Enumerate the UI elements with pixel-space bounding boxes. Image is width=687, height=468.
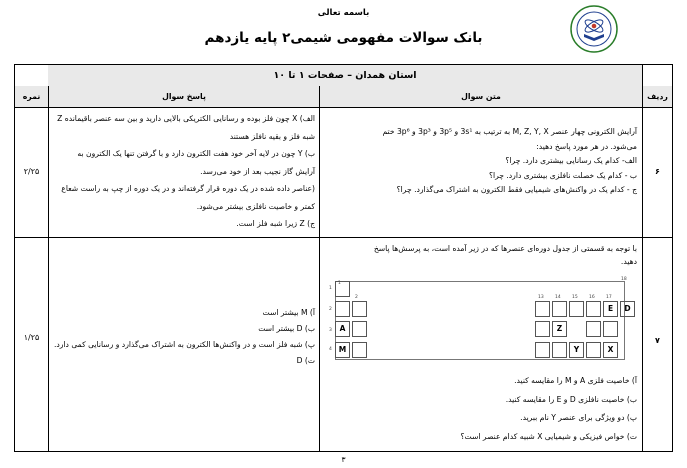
- period-label: 1: [329, 286, 332, 291]
- question-line: با توجه به قسمتی از جدول دوره‌ای عنصرها که در زیر آمده است، به پرسش‌ها پاسخ: [373, 244, 637, 253]
- column-header-question: متن سوال: [320, 86, 642, 107]
- question-item: آ) خاصیت فلزی A و M را مقایسه کنید.: [514, 376, 637, 385]
- question-line: ب - کدام یک خصلت نافلزی بیشتری دارد. چرا؟: [488, 170, 637, 180]
- question-line: ج - کدام یک در واکنش‌های شیمیایی فقط الکترون به اشتراک می‌گذارد. چرا؟: [396, 185, 637, 194]
- column-header-answer: پاسخ سوال: [49, 86, 319, 107]
- answer-line: پ) شبه فلز است و در واکنش‌ها الکترون به اشتراک می‌گذارد و رسانایی کمی دارد.: [53, 340, 315, 349]
- group-label: 2: [355, 295, 358, 300]
- row-score: ۲/۲۵: [23, 167, 40, 176]
- question-line: الف- کدام یک رسانایی بیشتری دارد. چرا؟: [505, 156, 637, 165]
- question-intro: [325, 242, 637, 268]
- answer-line: آرایش گاز نجیب بعد از خود می‌رسد.: [200, 166, 315, 176]
- question-text: [325, 125, 637, 198]
- answer-line: ب) Y چون در لایه آخر خود هفت الکترون دارد و با گرفتن تنها یک الکترون به: [77, 149, 315, 158]
- answer-line: ب) D بیشتر است: [258, 324, 315, 333]
- basmala-heading: باسمه تعالی: [317, 8, 370, 18]
- question-line: آرایش الکترونی چهار عنصر M, Z, Y, X به ترتیب به 3s¹ و 3p⁵ و 3p³ و 3p⁶ ختم: [382, 127, 637, 136]
- document-title: بانک سوالات مفهومی شیمی۲ پایه یازدهم: [204, 30, 483, 46]
- answer-line: ت) D: [296, 356, 315, 365]
- group-label: 1: [338, 281, 341, 286]
- questions-table: [14, 64, 673, 452]
- answer-line: شبه فلز و بقیه نافلز هستند: [229, 131, 315, 141]
- element-e: E: [603, 301, 618, 317]
- group-label: 15: [572, 295, 578, 300]
- question-items: [325, 372, 637, 446]
- element-d: D: [620, 301, 635, 317]
- column-header-score: نمره: [15, 86, 48, 107]
- question-item: پ) دو ویژگی برای عنصر Y نام ببرید.: [520, 413, 637, 422]
- answer-line: الف) X چون فلز بوده و رسانایی الکتریکی بالایی دارید و بین سه عنصر باقیمانده Z: [57, 114, 315, 123]
- answer-line: ج) Z زیرا شبه فلز است.: [236, 219, 315, 228]
- column-header-row: ردیف: [643, 86, 672, 107]
- organization-logo: [568, 4, 620, 54]
- period-label: 2: [329, 307, 332, 312]
- periodic-table-fragment: [323, 277, 636, 364]
- answer-line: آ) M بیشتر است: [262, 308, 315, 317]
- period-label: 3: [329, 328, 332, 333]
- group-label: 16: [589, 295, 595, 300]
- answer-line: (عناصر داده شده در یک دوره قرار گرفته‌اند و در یک دوره از چپ به راست شعاع: [61, 184, 315, 193]
- answer-line: کمتر و خاصیت نافلزی بیشتر می‌شود.: [196, 201, 315, 211]
- question-line: می‌شود. در هر مورد پاسخ دهید:: [536, 141, 637, 151]
- group-label: 18: [621, 277, 627, 282]
- group-label: 14: [555, 295, 561, 300]
- question-line: دهید.: [620, 257, 637, 266]
- page-number: ۳: [341, 455, 346, 464]
- group-label: 17: [606, 295, 612, 300]
- element-x: X: [603, 342, 618, 358]
- element-a: A: [335, 321, 350, 337]
- answer-text: [53, 110, 315, 233]
- section-title: استان همدان – صفحات ۱ تا ۱۰: [48, 65, 642, 86]
- question-item: ب) خاصیت نافلزی D و E را مقایسه کنید.: [505, 394, 637, 404]
- row-number: ۷: [655, 336, 660, 345]
- element-z: Z: [552, 321, 567, 337]
- period-label: 4: [329, 347, 332, 352]
- row-number: ۶: [655, 167, 660, 176]
- answer-text: [53, 305, 315, 369]
- element-y: Y: [569, 342, 584, 358]
- row-score: ۱/۲۵: [23, 333, 40, 342]
- group-label: 13: [538, 295, 544, 300]
- element-m: M: [335, 342, 350, 358]
- question-item: ت) خواص فیزیکی و شیمیایی X شبیه کدام عنصر است؟: [460, 431, 637, 441]
